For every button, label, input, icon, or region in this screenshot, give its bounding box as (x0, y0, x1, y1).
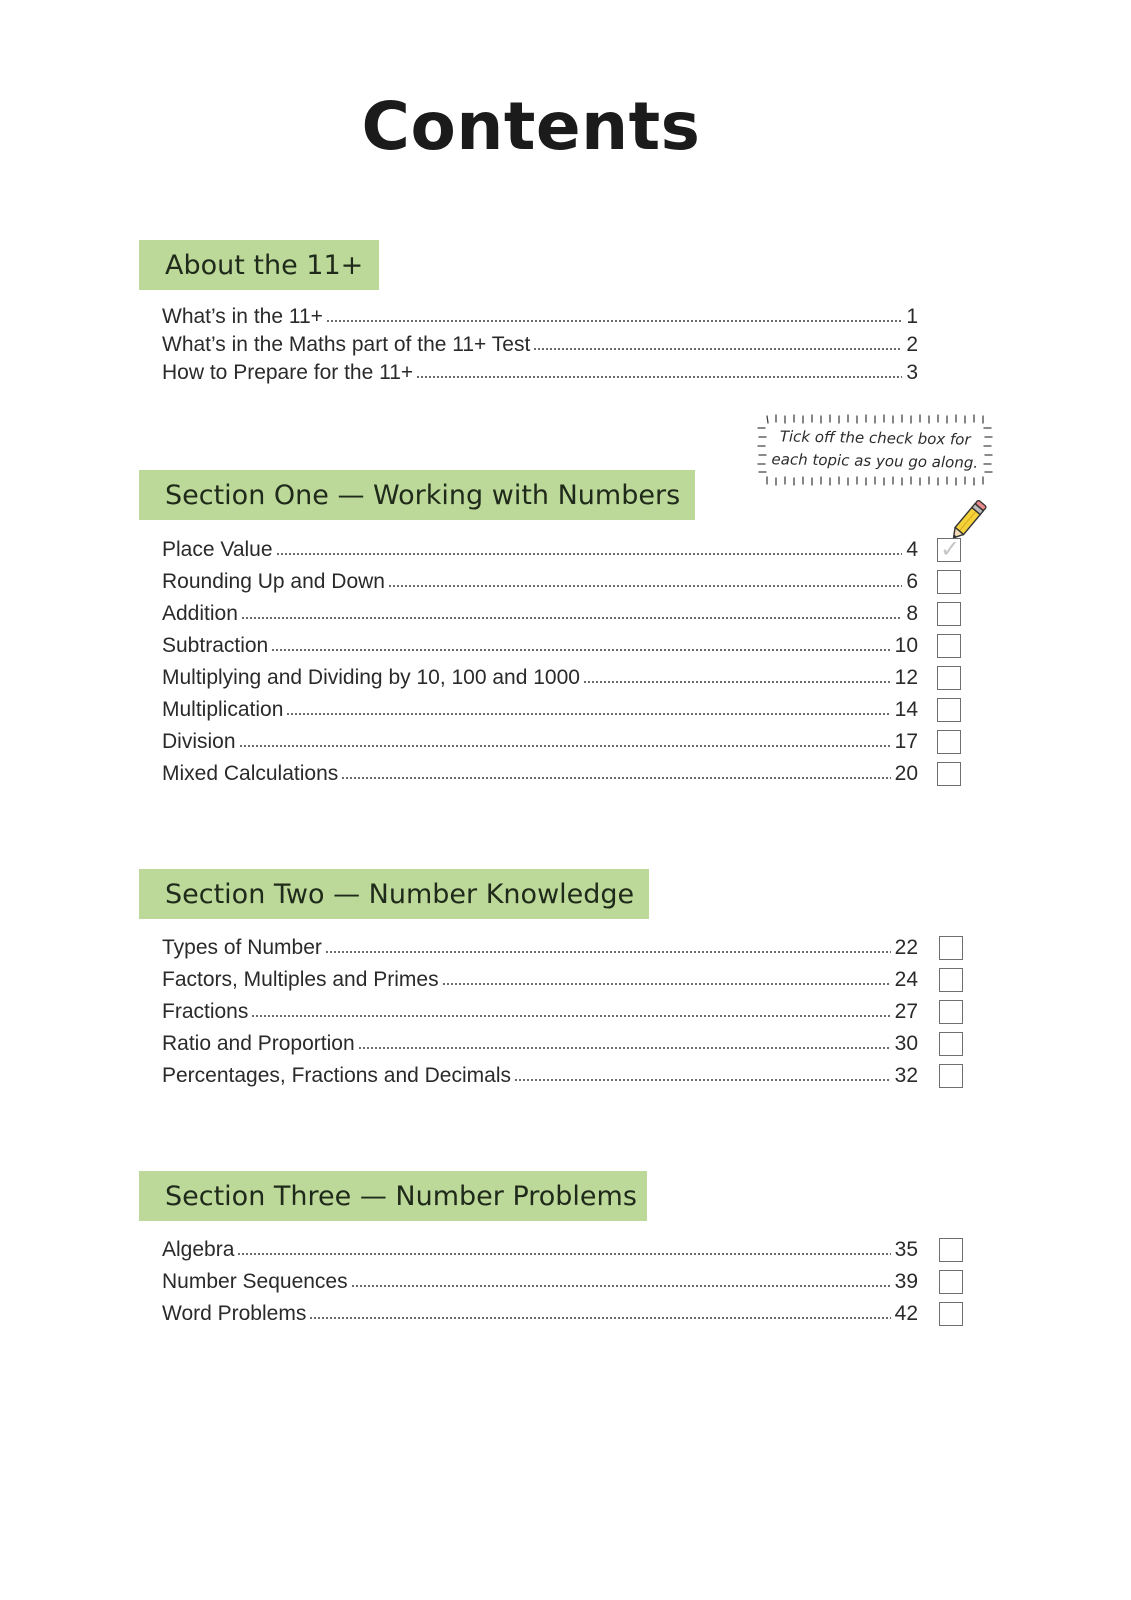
dot-leader (341, 775, 890, 781)
tick-note-callout (757, 414, 993, 486)
toc-label: Division (162, 730, 236, 753)
toc-row[interactable] (162, 933, 918, 963)
dot-leader (276, 551, 903, 557)
toc-page-number: 3 (906, 361, 918, 384)
toc-page-number: 35 (894, 1238, 918, 1261)
dot-leader (251, 1013, 890, 1019)
section-header-about: About the 11+ (139, 240, 379, 290)
section-header-working-with-numbers: Section One — Working with Numbers (139, 470, 695, 520)
toc-row[interactable] (162, 695, 918, 725)
toc-page-number: 24 (894, 968, 918, 991)
toc-page-number: 2 (906, 333, 918, 356)
dot-leader (388, 583, 902, 589)
topic-checkbox[interactable] (939, 936, 963, 960)
toc-page-number: 32 (894, 1064, 918, 1087)
toc-page-number: 42 (894, 1302, 918, 1325)
toc-label: Percentages, Fractions and Decimals (162, 1064, 511, 1087)
toc-row[interactable] (162, 997, 918, 1027)
topic-checkbox[interactable] (939, 1302, 963, 1326)
toc-row[interactable] (162, 965, 918, 995)
dot-leader (286, 711, 890, 717)
topic-checkbox[interactable] (937, 634, 961, 658)
toc-label: Types of Number (162, 936, 322, 959)
toc-label: Word Problems (162, 1302, 307, 1325)
toc-page-number: 10 (894, 634, 918, 657)
toc-row[interactable] (162, 631, 918, 661)
topic-checkbox[interactable] (939, 1032, 963, 1056)
toc-row[interactable] (162, 302, 918, 332)
toc-page-number: 6 (906, 570, 918, 593)
topic-checkbox[interactable] (937, 730, 961, 754)
topic-checkbox[interactable] (939, 1238, 963, 1262)
toc-row[interactable] (162, 1061, 918, 1091)
toc-row[interactable] (162, 599, 918, 629)
check-mark-icon: ✓ (940, 535, 961, 563)
topic-checkbox[interactable] (937, 602, 961, 626)
dot-leader (416, 374, 902, 380)
toc-page-number: 14 (894, 698, 918, 721)
topic-checkbox[interactable] (937, 570, 961, 594)
section-header-number-problems: Section Three — Number Problems (139, 1171, 647, 1221)
dot-leader (239, 743, 891, 749)
toc-row[interactable] (162, 567, 918, 597)
toc-page-number: 1 (906, 305, 918, 328)
toc-label: What’s in the Maths part of the 11+ Test (162, 333, 531, 356)
toc-label: Multiplication (162, 698, 284, 721)
toc-row[interactable] (162, 663, 918, 693)
toc-row[interactable] (162, 759, 918, 789)
toc-page-number: 8 (906, 602, 918, 625)
toc-page-number: 4 (906, 538, 918, 561)
toc-label: How to Prepare for the 11+ (162, 361, 414, 384)
toc-label: Algebra (162, 1238, 235, 1261)
toc-label: Factors, Multiples and Primes (162, 968, 439, 991)
page-title: Contents (361, 88, 701, 165)
toc-page-number: 17 (894, 730, 918, 753)
toc-page-number: 22 (894, 936, 918, 959)
toc-row[interactable] (162, 1029, 918, 1059)
toc-row[interactable] (162, 535, 918, 565)
topic-checkbox[interactable] (939, 968, 963, 992)
toc-label: Multiplying and Dividing by 10, 100 and 1000 (162, 666, 580, 689)
toc-label: Number Sequences (162, 1270, 348, 1293)
dot-leader (583, 679, 891, 685)
toc-row[interactable] (162, 1235, 918, 1265)
dot-leader (514, 1077, 891, 1083)
toc-page-number: 30 (894, 1032, 918, 1055)
toc-label: Subtraction (162, 634, 269, 657)
topic-checkbox[interactable] (939, 1000, 963, 1024)
dot-leader (326, 318, 902, 324)
toc-row[interactable] (162, 727, 918, 757)
toc-page-number: 27 (894, 1000, 918, 1023)
topic-checkbox-checked[interactable] (937, 535, 961, 563)
dot-leader (241, 615, 902, 621)
toc-page-number: 20 (894, 762, 918, 785)
toc-row[interactable] (162, 358, 918, 388)
dot-leader (271, 647, 890, 653)
toc-label: Mixed Calculations (162, 762, 339, 785)
toc-label: Addition (162, 602, 238, 625)
topic-checkbox[interactable] (937, 666, 961, 690)
dot-leader (309, 1315, 890, 1321)
toc-row[interactable] (162, 1299, 918, 1329)
toc-page-number: 12 (894, 666, 918, 689)
toc-label: Ratio and Proportion (162, 1032, 355, 1055)
dot-leader (442, 981, 891, 987)
toc-page-number: 39 (894, 1270, 918, 1293)
topic-checkbox[interactable] (937, 762, 961, 786)
topic-checkbox[interactable] (937, 698, 961, 722)
dot-leader (351, 1283, 891, 1289)
toc-label: Rounding Up and Down (162, 570, 385, 593)
toc-label: Fractions (162, 1000, 249, 1023)
toc-label: What’s in the 11+ (162, 305, 323, 328)
toc-row[interactable] (162, 330, 918, 360)
note-text: Tick off the check box for each topic as you go along. (771, 427, 979, 472)
dot-leader (237, 1251, 890, 1257)
dot-leader (358, 1045, 891, 1051)
section-header-number-knowledge: Section Two — Number Knowledge (139, 869, 649, 919)
dot-leader (325, 949, 891, 955)
dot-leader (533, 346, 902, 352)
topic-checkbox[interactable] (939, 1064, 963, 1088)
toc-row[interactable] (162, 1267, 918, 1297)
topic-checkbox[interactable] (939, 1270, 963, 1294)
toc-label: Place Value (162, 538, 273, 561)
